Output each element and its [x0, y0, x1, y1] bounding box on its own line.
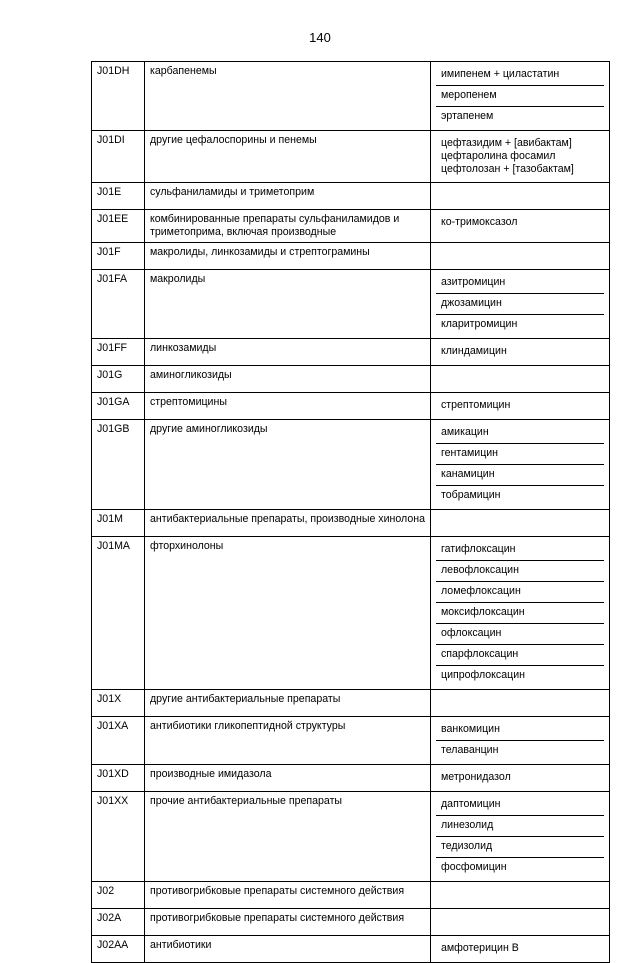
- empty-drug: [436, 885, 604, 905]
- atc-code-cell: J02AA: [92, 936, 145, 963]
- group-name-cell: линкозамиды: [145, 339, 431, 366]
- empty-drug: [436, 513, 604, 533]
- drug-list-cell: [431, 339, 610, 366]
- table-row: [92, 183, 610, 210]
- group-name-cell: другие аминогликозиды: [145, 420, 431, 510]
- drug-list-cell: [431, 537, 610, 690]
- drug-name: ципрофлоксацин: [436, 665, 604, 686]
- atc-code-cell: J01XD: [92, 765, 145, 792]
- drug-block: [436, 134, 604, 179]
- drug-name: тобрамицин: [436, 485, 604, 506]
- atc-code-cell: J01F: [92, 243, 145, 270]
- drug-name: тедизолид: [436, 836, 604, 857]
- drug-name: клиндамицин: [441, 345, 507, 357]
- table-row: [92, 210, 610, 243]
- empty-drug: [436, 369, 604, 389]
- drug-list-cell: [431, 792, 610, 882]
- group-name-cell: комбинированные препараты сульфаниламидов и триметоприма, включая производные: [145, 210, 431, 243]
- drug-list-cell: [431, 510, 610, 537]
- atc-code-cell: J01XA: [92, 717, 145, 765]
- drug-list-cell: [431, 243, 610, 270]
- drug-name: ко-тримоксазол: [441, 216, 518, 228]
- drug-list-cell: [431, 936, 610, 963]
- group-name-cell: противогрибковые препараты системного действия: [145, 909, 431, 936]
- table-body: [92, 62, 610, 963]
- atc-code-cell: J01GB: [92, 420, 145, 510]
- drug-name: канамицин: [436, 464, 604, 485]
- group-name-cell: антибиотики гликопептидной структуры: [145, 717, 431, 765]
- atc-code-cell: J01MA: [92, 537, 145, 690]
- atc-code-cell: J02A: [92, 909, 145, 936]
- group-name-cell: стрептомицины: [145, 393, 431, 420]
- table-row: [92, 717, 610, 765]
- atc-code-cell: J01XX: [92, 792, 145, 882]
- table-row: [92, 882, 610, 909]
- group-name-cell: другие цефалоспорины и пенемы: [145, 131, 431, 183]
- page-number: 140: [309, 30, 331, 45]
- table-row: [92, 131, 610, 183]
- drug-name: эртапенем: [436, 106, 604, 127]
- drug-list-cell: [431, 62, 610, 131]
- table-row: [92, 936, 610, 963]
- table-row: [92, 420, 610, 510]
- drug-name: стрептомицин: [441, 399, 511, 411]
- atc-code-cell: J01E: [92, 183, 145, 210]
- drug-list-cell: [431, 270, 610, 339]
- drug-list-cell: [431, 366, 610, 393]
- drug-list-cell: [431, 717, 610, 765]
- empty-drug: [436, 246, 604, 266]
- group-name-cell: аминогликозиды: [145, 366, 431, 393]
- drug-list-cell: [431, 882, 610, 909]
- empty-drug: [436, 693, 604, 713]
- drug-name: спарфлоксацин: [436, 644, 604, 665]
- table-row: [92, 792, 610, 882]
- drug-name: цефтолозан + [тазобактам]: [441, 163, 574, 175]
- table-row: [92, 366, 610, 393]
- group-name-cell: производные имидазола: [145, 765, 431, 792]
- drug-name: гентамицин: [436, 443, 604, 464]
- drug-name: фосфомицин: [436, 857, 604, 878]
- group-name-cell: антибактериальные препараты, производные хинолона: [145, 510, 431, 537]
- table-row: [92, 62, 610, 131]
- table-row: [92, 765, 610, 792]
- atc-code-cell: J01FF: [92, 339, 145, 366]
- drug-name: ломефлоксацин: [436, 581, 604, 602]
- drug-name: моксифлоксацин: [436, 602, 604, 623]
- atc-code-cell: J01G: [92, 366, 145, 393]
- table-row: [92, 339, 610, 366]
- group-name-cell: макролиды: [145, 270, 431, 339]
- atc-code-cell: J02: [92, 882, 145, 909]
- atc-code-cell: J01X: [92, 690, 145, 717]
- drug-name: цефтазидим + [авибактам]: [441, 137, 572, 149]
- drug-list-cell: [431, 183, 610, 210]
- table-row: [92, 270, 610, 339]
- group-name-cell: карбапенемы: [145, 62, 431, 131]
- empty-drug: [436, 186, 604, 206]
- atc-classification-table: [91, 61, 610, 963]
- table-row: [92, 909, 610, 936]
- drug-list-cell: [431, 765, 610, 792]
- drug-name: азитромицин: [441, 276, 506, 288]
- group-name-cell: прочие антибактериальные препараты: [145, 792, 431, 882]
- group-name-cell: противогрибковые препараты системного действия: [145, 882, 431, 909]
- drug-name: кларитромицин: [436, 314, 604, 335]
- atc-code-cell: J01FA: [92, 270, 145, 339]
- drug-name: ванкомицин: [441, 723, 500, 735]
- atc-code-cell: J01GA: [92, 393, 145, 420]
- drug-name: метронидазол: [441, 771, 511, 783]
- drug-list-cell: [431, 909, 610, 936]
- drug-name: меропенем: [436, 85, 604, 106]
- drug-list-cell: [431, 210, 610, 243]
- drug-name: телаванцин: [436, 740, 604, 761]
- drug-name: амикацин: [441, 426, 489, 438]
- drug-name: даптомицин: [441, 798, 501, 810]
- table-row: [92, 690, 610, 717]
- atc-code-cell: J01DH: [92, 62, 145, 131]
- drug-list-cell: [431, 393, 610, 420]
- table-row: [92, 243, 610, 270]
- atc-code-cell: J01EE: [92, 210, 145, 243]
- drug-list-cell: [431, 690, 610, 717]
- drug-name: джозамицин: [436, 293, 604, 314]
- drug-name: цефтаролина фосамил: [441, 150, 556, 162]
- drug-name: офлоксацин: [436, 623, 604, 644]
- group-name-cell: фторхинолоны: [145, 537, 431, 690]
- group-name-cell: другие антибактериальные препараты: [145, 690, 431, 717]
- drug-name: линезолид: [436, 815, 604, 836]
- table-row: [92, 537, 610, 690]
- atc-code-cell: J01DI: [92, 131, 145, 183]
- drug-name: имипенем + циластатин: [441, 68, 560, 80]
- drug-name: амфотерицин В: [441, 942, 519, 954]
- drug-name: левофлоксацин: [436, 560, 604, 581]
- group-name-cell: антибиотики: [145, 936, 431, 963]
- drug-name: гатифлоксацин: [441, 543, 516, 555]
- group-name-cell: сульфаниламиды и триметоприм: [145, 183, 431, 210]
- group-name-cell: макролиды, линкозамиды и стрептограмины: [145, 243, 431, 270]
- table-row: [92, 393, 610, 420]
- atc-code-cell: J01M: [92, 510, 145, 537]
- drug-list-cell: [431, 131, 610, 183]
- empty-drug: [436, 912, 604, 932]
- table-row: [92, 510, 610, 537]
- drug-list-cell: [431, 420, 610, 510]
